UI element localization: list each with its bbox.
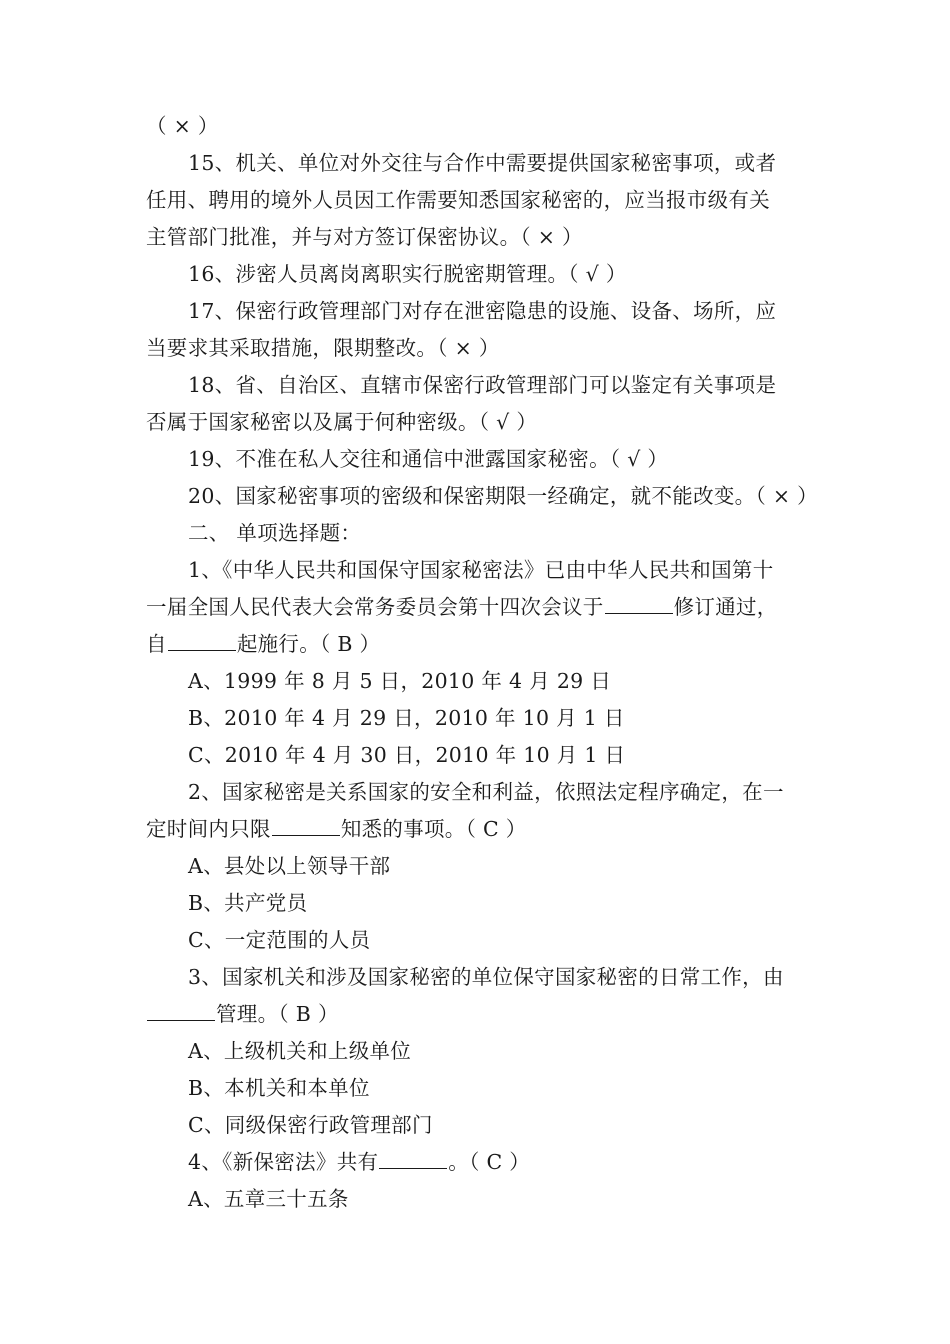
text-line [146, 848, 836, 885]
text-segment: 16、涉密人员离岗离职实行脱密期管理。（ √ ） [188, 262, 627, 286]
text-line [146, 145, 836, 182]
text-segment: C、同级保密行政管理部门 [188, 1113, 433, 1137]
text-segment: 主管部门批准，并与对方签订保密协议。（ × ） [146, 225, 583, 249]
text-segment: 知悉的事项。（ C ） [340, 817, 527, 841]
text-segment: C、2010 年 4 月 30 日，2010 年 10 月 1 日 [188, 743, 626, 767]
text-segment: 18、省、自治区、直辖市保密行政管理部门可以鉴定有关事项是 [188, 373, 777, 397]
text-segment: 定时间内只限 [146, 817, 271, 841]
text-segment: C、一定范围的人员 [188, 928, 371, 952]
text-segment: 3、国家机关和涉及国家秘密的单位保守国家秘密的日常工作，由 [188, 965, 784, 989]
text-segment: 4、《新保密法》共有 [188, 1150, 379, 1174]
text-segment: 。（ C ） [448, 1150, 531, 1174]
text-line [146, 885, 836, 922]
text-line [146, 367, 836, 404]
text-line [146, 293, 836, 330]
text-segment: A、县处以上领导干部 [188, 854, 391, 878]
text-line [146, 959, 836, 996]
text-segment: 19、不准在私人交往和通信中泄露国家秘密。（ √ ） [188, 447, 669, 471]
text-line [146, 700, 836, 737]
text-segment: A、五章三十五条 [188, 1187, 349, 1211]
text-line [146, 441, 836, 478]
text-line [146, 811, 836, 848]
text-line [146, 219, 836, 256]
text-line [146, 626, 836, 663]
text-segment: 1、《中华人民共和国保守国家秘密法》已由中华人民共和国第十 [188, 558, 774, 582]
text-segment: B、2010 年 4 月 29 日，2010 年 10 月 1 日 [188, 706, 625, 730]
text-segment: 当要求其采取措施，限期整改。（ × ） [146, 336, 500, 360]
text-segment: 20、国家秘密事项的密级和保密期限一经确定，就不能改变。（ × ） [188, 484, 818, 508]
text-segment: A、上级机关和上级单位 [188, 1039, 412, 1063]
text-line [146, 737, 836, 774]
text-segment: B、本机关和本单位 [188, 1076, 370, 1100]
text-line [146, 1181, 836, 1218]
text-line [146, 478, 836, 515]
text-segment: 一届全国人民代表大会常务委员会第十四次会议于 [146, 595, 604, 619]
text-line [146, 1070, 836, 1107]
text-segment: （ × ） [146, 114, 219, 138]
text-segment: B、共产党员 [188, 891, 308, 915]
fill-in-blank [605, 593, 673, 614]
text-line [146, 515, 836, 552]
text-line [146, 996, 836, 1033]
text-segment: 17、保密行政管理部门对存在泄密隐患的设施、设备、场所，应 [188, 299, 777, 323]
fill-in-blank [379, 1148, 447, 1169]
text-segment: 起施行。（ B ） [236, 632, 381, 656]
text-line [146, 1144, 836, 1181]
text-segment: 2、国家秘密是关系国家的安全和利益，依照法定程序确定，在一 [188, 780, 784, 804]
text-line [146, 404, 836, 441]
text-segment: A、1999 年 8 月 5 日，2010 年 4 月 29 日 [188, 669, 612, 693]
text-line [146, 330, 836, 367]
text-segment: 管理。（ B ） [216, 1002, 339, 1026]
text-line [146, 1033, 836, 1070]
text-segment: 任用、聘用的境外人员因工作需要知悉国家秘密的，应当报市级有关 [146, 188, 770, 212]
text-segment: 否属于国家秘密以及属于何种密级。（ √ ） [146, 410, 538, 434]
text-line [146, 182, 836, 219]
text-line [146, 552, 836, 589]
text-line [146, 589, 836, 626]
text-segment: 15、机关、单位对外交往与合作中需要提供国家秘密事项，或者 [188, 151, 777, 175]
text-line [146, 108, 836, 145]
text-line [146, 1107, 836, 1144]
text-segment: 自 [146, 632, 167, 656]
fill-in-blank [147, 1000, 215, 1021]
text-segment: 二、 单项选择题： [188, 521, 362, 545]
text-line [146, 774, 836, 811]
text-line [146, 663, 836, 700]
text-line [146, 922, 836, 959]
document-page [146, 108, 836, 1218]
fill-in-blank [168, 630, 236, 651]
text-segment: 修订通过， [673, 595, 778, 619]
fill-in-blank [272, 815, 340, 836]
text-line [146, 256, 836, 293]
